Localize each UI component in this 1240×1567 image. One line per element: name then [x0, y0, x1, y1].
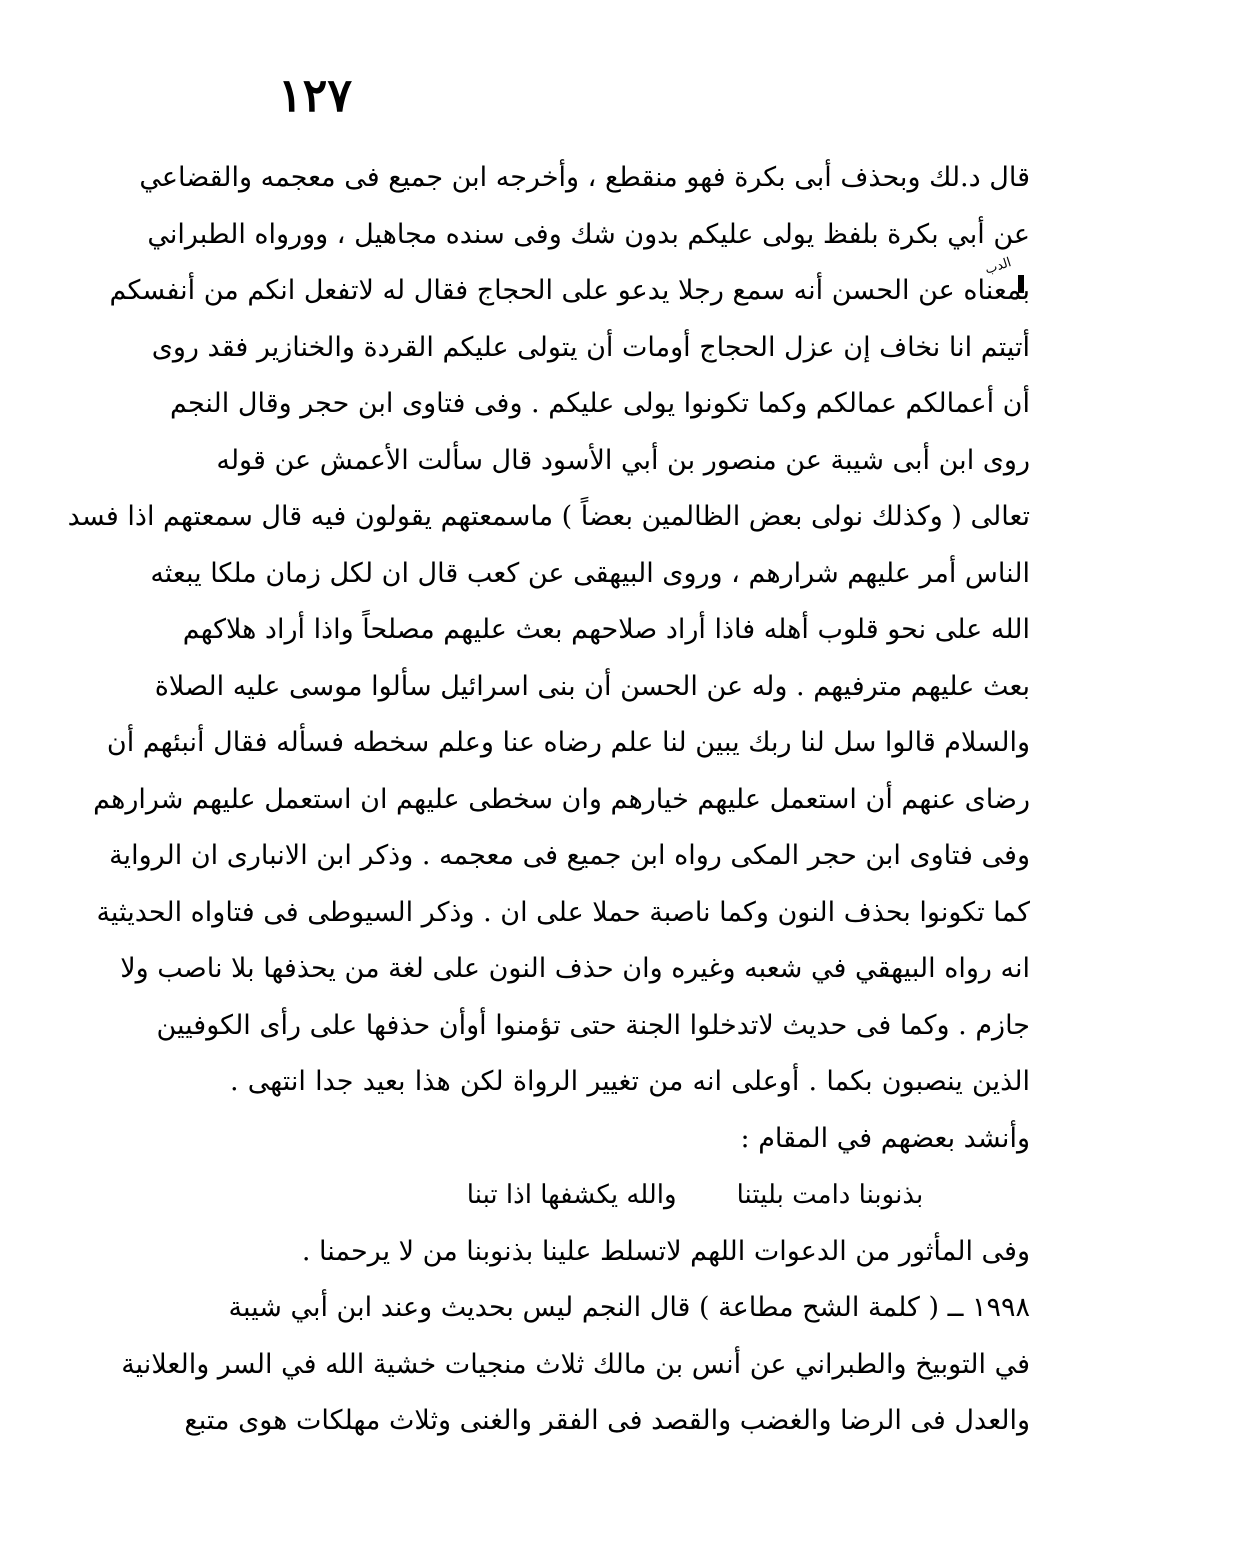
text-line: قال د.لك وبحذف أبى بكرة فهو منقطع ، وأخرجه ابن جميع فى معجمه والقضاعي	[139, 162, 1030, 193]
text-line: بمعناه عن الحسن أنه سمع رجلا يدعو على الحجاج فقال له لاتفعل انكم من أنفسكم	[109, 275, 1030, 306]
text-line: وفى المأثور من الدعوات اللهم لاتسلط علينا بذنوبنا من لا يرحمنا .	[301, 1235, 1030, 1267]
text-line: الذين ينصبون بكما . أوعلى انه من تغيير الرواة لكن هذا بعيد جدا انتهى .	[230, 1066, 1030, 1097]
text-line: كما تكونوا بحذف النون وكما ناصبة حملا على ان . وذكر السيوطى فى فتاواه الحديثية	[96, 896, 1030, 928]
verse-first-hemistich: بذنوبنا دامت بليتنا	[736, 1180, 924, 1210]
text-line: جازم . وكما فى حديث لاتدخلوا الجنة حتى تؤمنوا أوأن حذفها على رأى الكوفيين	[156, 1009, 1030, 1041]
text-line: أتيتم انا نخاف إن عزل الحجاج أومات أن يتولى عليكم القردة والخنازير فقد روى	[151, 331, 1030, 363]
body-text	[67, 150, 1030, 1450]
text-line: أن أعمالكم عمالكم وكما تكونوا يولى عليكم . وفى فتاوى ابن حجر وقال النجم	[170, 388, 1030, 419]
text-line: رضاى عنهم أن استعمل عليهم خيارهم وان سخطى عليهم ان استعمل عليهم شرارهم	[93, 783, 1030, 815]
text-line: تعالى ( وكذلك نولى بعض الظالمين بعضاً ) ماسمعتهم يقولون فيه قال سمعتهم اذا فسد	[67, 501, 1030, 532]
text-line: انه رواه البيهقي في شعبه وغيره وان حذف النون على لغة من يحذفها بلا ناصب ولا	[120, 953, 1030, 984]
text-line: والعدل فى الرضا والغضب والقصد فى الفقر والغنى وثلاث مهلكات هوى متبع	[184, 1405, 1030, 1436]
text-line: وأنشد بعضهم في المقام :	[740, 1122, 1030, 1154]
text-line: في التوبيخ والطبراني عن أنس بن مالك ثلاث منجيات خشية الله في السر والعلانية	[121, 1348, 1030, 1380]
verse-second-hemistich: والله يكشفها اذا تبنا	[466, 1180, 677, 1210]
text-line: روى ابن أبى شيبة عن منصور بن أبي الأسود قال سألت الأعمش عن قوله	[216, 444, 1030, 476]
page-number: ١٢٧	[277, 68, 353, 122]
margin-note: الدب	[983, 255, 1014, 278]
text-line: عن أبي بكرة بلفظ يولى عليكم بدون شك وفى سنده مجاهيل ، وورواه الطبراني	[147, 218, 1030, 250]
text-line: الله على نحو قلوب أهله فاذا أراد صلاحهم بعث عليهم مصلحاً واذا أراد هلاكهم	[182, 614, 1030, 645]
text-line: ١٩٩٨ ــ ( كلمة الشح مطاعة ) قال النجم ليس بحديث وعند ابن أبي شيبة	[228, 1292, 1030, 1323]
text-line: والسلام قالوا سل لنا ربك يبين لنا علم رضاه عنا وعلم سخطه فسأله فقال أنبئهم أن	[106, 727, 1030, 758]
text-line: الناس أمر عليهم شرارهم ، وروى البيهقى عن كعب قال ان لكل زمان ملكا يبعثه	[150, 557, 1030, 589]
poetry-verse	[230, 1167, 1030, 1224]
text-line: وفى فتاوى ابن حجر المكى رواه ابن جميع فى معجمه . وذكر ابن الانبارى ان الرواية	[109, 840, 1030, 871]
text-line: بعث عليهم مترفيهم . وله عن الحسن أن بنى اسرائيل سألوا موسى عليه الصلاة	[154, 670, 1030, 702]
